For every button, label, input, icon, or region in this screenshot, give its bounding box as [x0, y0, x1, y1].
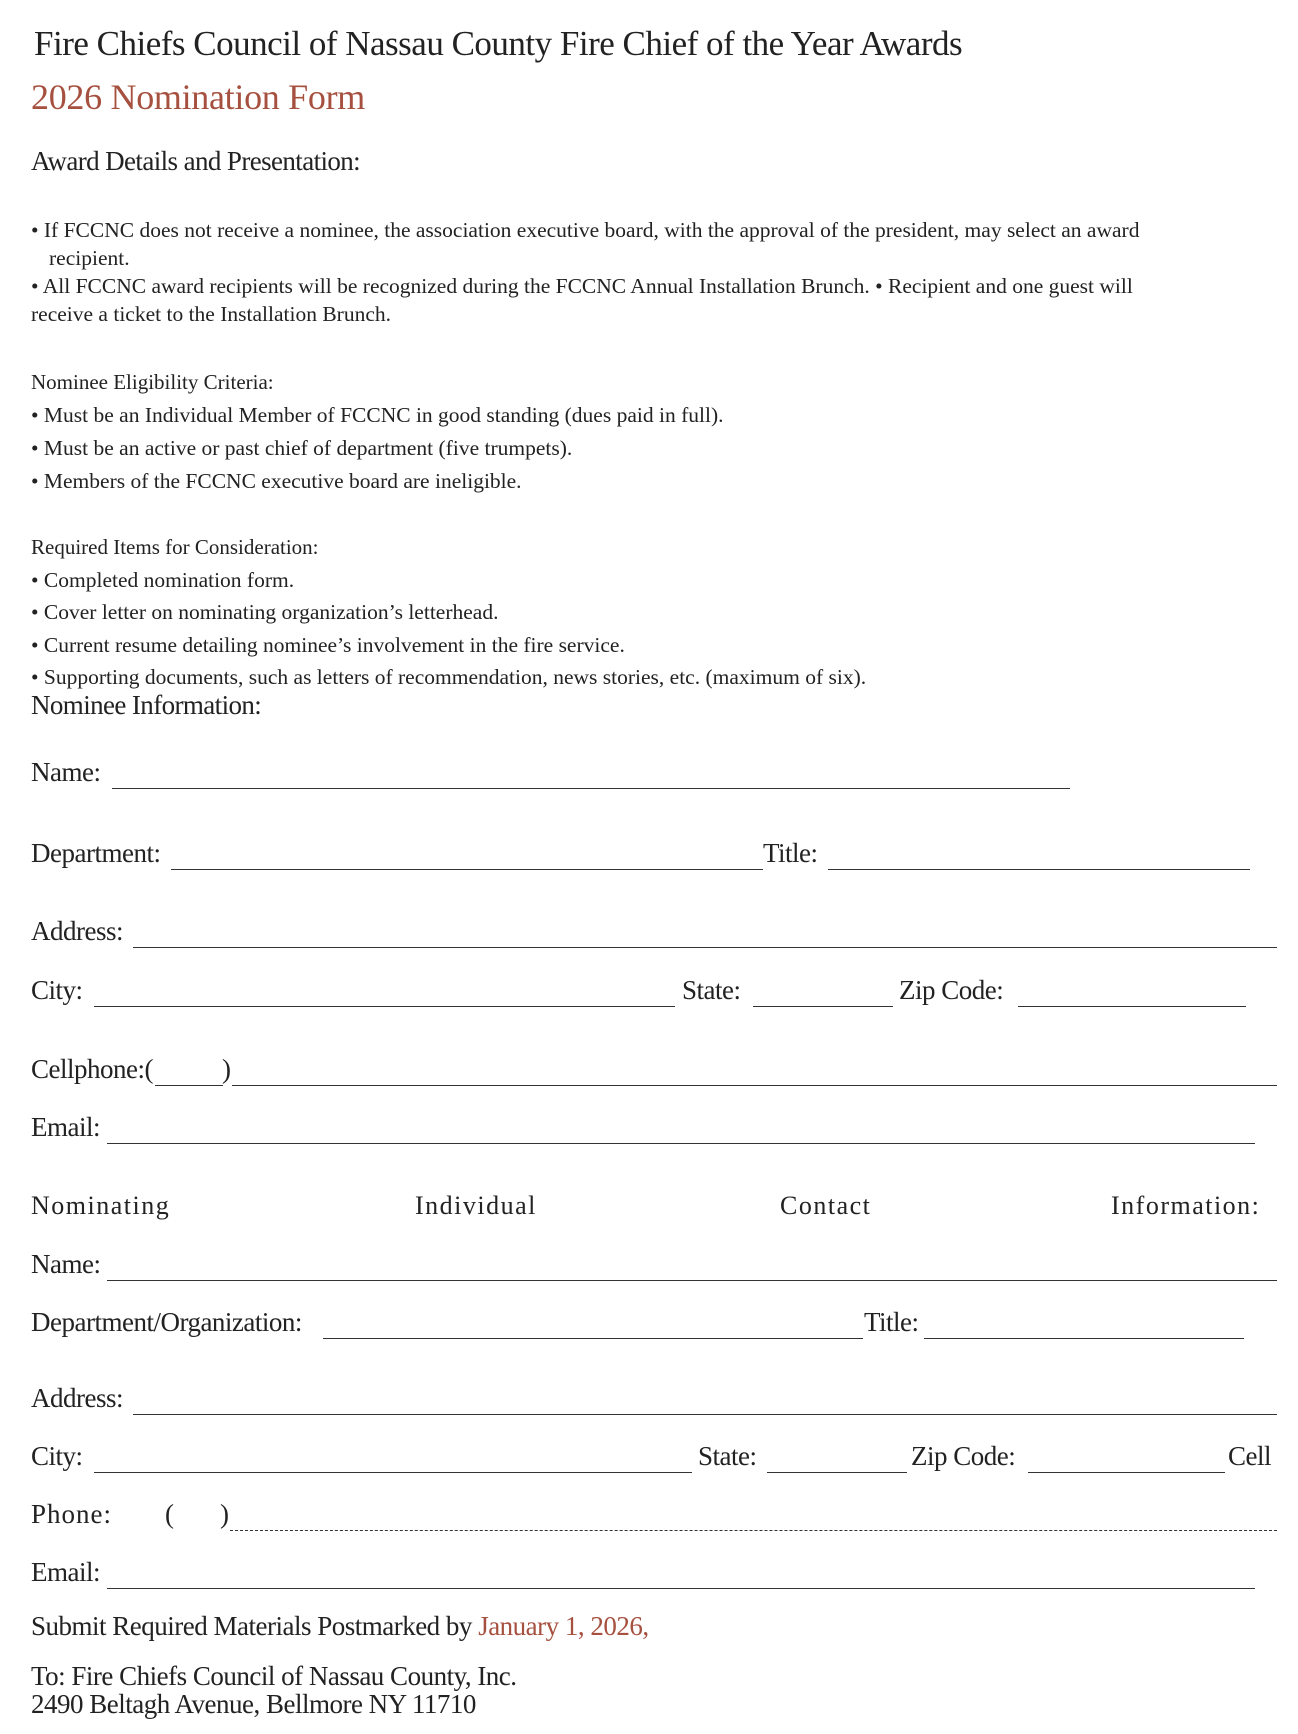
nominee-name-field[interactable] [112, 788, 1070, 789]
nominator-heading-word: Information: [1111, 1191, 1261, 1220]
nominee-city-field[interactable] [94, 1006, 675, 1007]
nominator-title-field[interactable] [924, 1338, 1244, 1339]
required-item: • Current resume detailing nominee’s involvement in the fire service. [31, 633, 625, 657]
nominator-phone-field[interactable] [230, 1530, 1277, 1531]
nominee-cellphone-field[interactable] [232, 1085, 1277, 1086]
nominator-title-label: Title: [864, 1307, 919, 1337]
nominator-name-field[interactable] [107, 1280, 1277, 1281]
mailing-address-line: 2490 Beltagh Avenue, Bellmore NY 11710 [31, 1689, 476, 1719]
nominator-address-field[interactable] [133, 1414, 1277, 1415]
page-title: Fire Chiefs Council of Nassau County Fire Chief of the Year Awards [34, 24, 963, 63]
nominator-department-label: Department/Organization: [31, 1307, 302, 1337]
nominee-area-code-close: ) [222, 1054, 231, 1084]
eligibility-item: • Must be an active or past chief of department (five trumpets). [31, 436, 573, 460]
eligibility-item: • Members of the FCCNC executive board are ineligible. [31, 469, 522, 493]
nominator-heading-word: Contact [780, 1191, 872, 1220]
nominee-state-label: State: [682, 975, 741, 1005]
nominator-heading-word: Individual [415, 1191, 537, 1220]
nominee-info-heading: Nominee Information: [31, 690, 262, 720]
nominee-name-label: Name: [31, 757, 101, 787]
deadline-date: January 1, 2026, [478, 1611, 649, 1641]
nominator-address-label: Address: [31, 1383, 123, 1413]
nominee-city-label: City: [31, 975, 83, 1005]
submit-text: Submit Required Materials Postmarked by [31, 1611, 472, 1641]
nominator-area-code-open: ( [165, 1499, 174, 1529]
nominee-email-field[interactable] [107, 1143, 1255, 1144]
award-bullet-1-line-2: recipient. [49, 246, 130, 270]
required-items-heading: Required Items for Consideration: [31, 535, 319, 559]
nominator-heading-word: Nominating [31, 1191, 171, 1220]
nominator-department-field[interactable] [323, 1338, 863, 1339]
nominator-phone-label: Phone: [31, 1499, 113, 1529]
nominee-department-field[interactable] [171, 869, 763, 870]
award-details-heading: Award Details and Presentation: [31, 146, 361, 176]
nominee-zip-field[interactable] [1018, 1006, 1246, 1007]
nominator-city-label: City: [31, 1441, 83, 1471]
nominator-state-label: State: [698, 1441, 757, 1471]
nominee-department-label: Department: [31, 838, 161, 868]
nominee-title-field[interactable] [828, 869, 1250, 870]
eligibility-heading: Nominee Eligibility Criteria: [31, 370, 274, 394]
required-item: • Completed nomination form. [31, 568, 295, 592]
nominator-zip-label: Zip Code: [911, 1441, 1016, 1471]
nominee-email-label: Email: [31, 1112, 100, 1142]
eligibility-item: • Must be an Individual Member of FCCNC in good standing (dues paid in full). [31, 403, 724, 427]
award-bullet-1-line-1: • If FCCNC does not receive a nominee, the association executive board, with the approval of the president, may select an award [31, 218, 1140, 242]
nominee-cellphone-label: Cellphone:( [31, 1054, 153, 1084]
nominator-city-field[interactable] [94, 1472, 692, 1473]
nominee-state-field[interactable] [753, 1006, 893, 1007]
required-item: • Cover letter on nominating organization’s letterhead. [31, 600, 499, 624]
form-subtitle: 2026 Nomination Form [31, 77, 365, 117]
nominator-state-field[interactable] [767, 1472, 907, 1473]
nominator-cell-label: Cell [1228, 1441, 1271, 1471]
nominator-email-label: Email: [31, 1557, 100, 1587]
nominee-address-label: Address: [31, 916, 123, 946]
nominator-area-code-close: ) [220, 1499, 229, 1529]
required-item: • Supporting documents, such as letters of recommendation, news stories, etc. (maximum of six). [31, 665, 867, 689]
nominee-title-label: Title: [763, 838, 818, 868]
nominee-address-field[interactable] [133, 947, 1277, 948]
nominator-zip-field[interactable] [1028, 1472, 1225, 1473]
award-bullet-2-line-2: receive a ticket to the Installation Brunch. [31, 302, 391, 326]
mailing-to-line: To: Fire Chiefs Council of Nassau County, Inc. [31, 1661, 517, 1691]
nominee-area-code-field[interactable] [155, 1085, 223, 1086]
nominator-email-field[interactable] [107, 1588, 1255, 1589]
nominee-zip-label: Zip Code: [899, 975, 1004, 1005]
award-bullet-2-line-1: • All FCCNC award recipients will be recognized during the FCCNC Annual Installation Brunch. • Recipient and one guest will [31, 274, 1133, 298]
submit-instructions [31, 1611, 649, 1642]
nominator-name-label: Name: [31, 1249, 101, 1279]
